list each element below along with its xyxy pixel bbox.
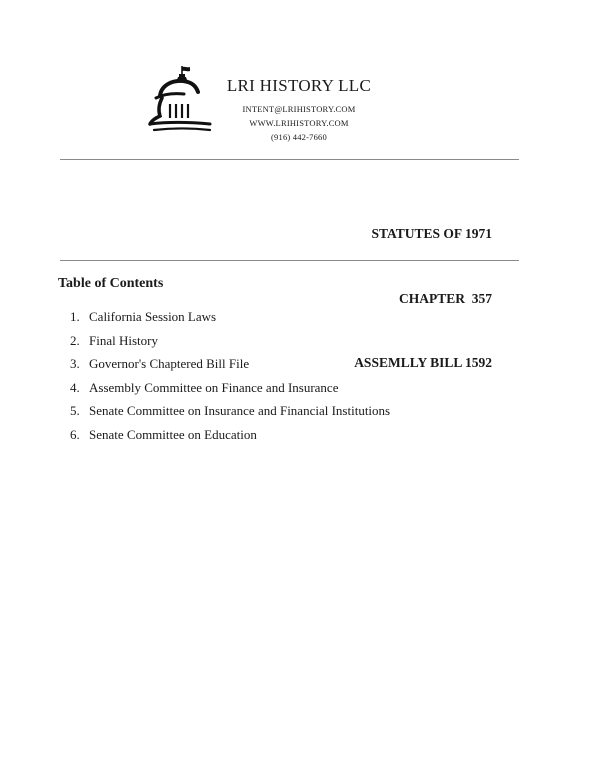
toc-item-number: 1. [70, 309, 80, 324]
company-email: INTENT@LRIHISTORY.COM [242, 104, 356, 114]
toc-item[interactable] [70, 329, 390, 353]
toc-item-label: California Session Laws [89, 309, 217, 324]
statute-line-year: STATUTES OF 1971 [371, 226, 492, 241]
company-website: WWW.LRIHISTORY.COM [249, 118, 349, 128]
logo-capitol-icon [144, 64, 214, 140]
toc-item-label: Governor's Chaptered Bill File [89, 356, 250, 371]
toc-item-label: Senate Committee on Insurance and Financial Institutions [89, 403, 391, 418]
toc-item[interactable] [70, 376, 390, 400]
toc-item-number: 2. [70, 332, 80, 348]
toc-list [70, 305, 390, 446]
toc-item-label: Senate Committee on Education [89, 426, 257, 442]
divider-bottom [60, 260, 519, 261]
company-info [218, 76, 380, 144]
toc-item-number: 6. [70, 426, 80, 442]
toc-item-label: Assembly Committee on Finance and Insurance [89, 379, 339, 395]
toc-item[interactable] [70, 423, 390, 447]
toc-item-label: Final History [89, 332, 158, 348]
statute-line-bill: ASSEMLLY BILL 1592 [354, 355, 492, 370]
toc-item[interactable] [70, 305, 390, 329]
toc-item-number: 5. [70, 403, 80, 418]
toc-item-number: 3. [70, 356, 80, 371]
statute-line-chapter: CHAPTER 357 [398, 290, 492, 306]
toc-title: Table of Contents [58, 276, 164, 291]
divider-top [60, 159, 519, 160]
company-phone: (916) 442-7660 [271, 132, 327, 142]
toc-item[interactable] [70, 352, 390, 376]
toc-item[interactable] [70, 399, 390, 423]
toc-item-number: 4. [70, 379, 80, 395]
company-name: LRI HISTORY LLC [226, 76, 372, 95]
